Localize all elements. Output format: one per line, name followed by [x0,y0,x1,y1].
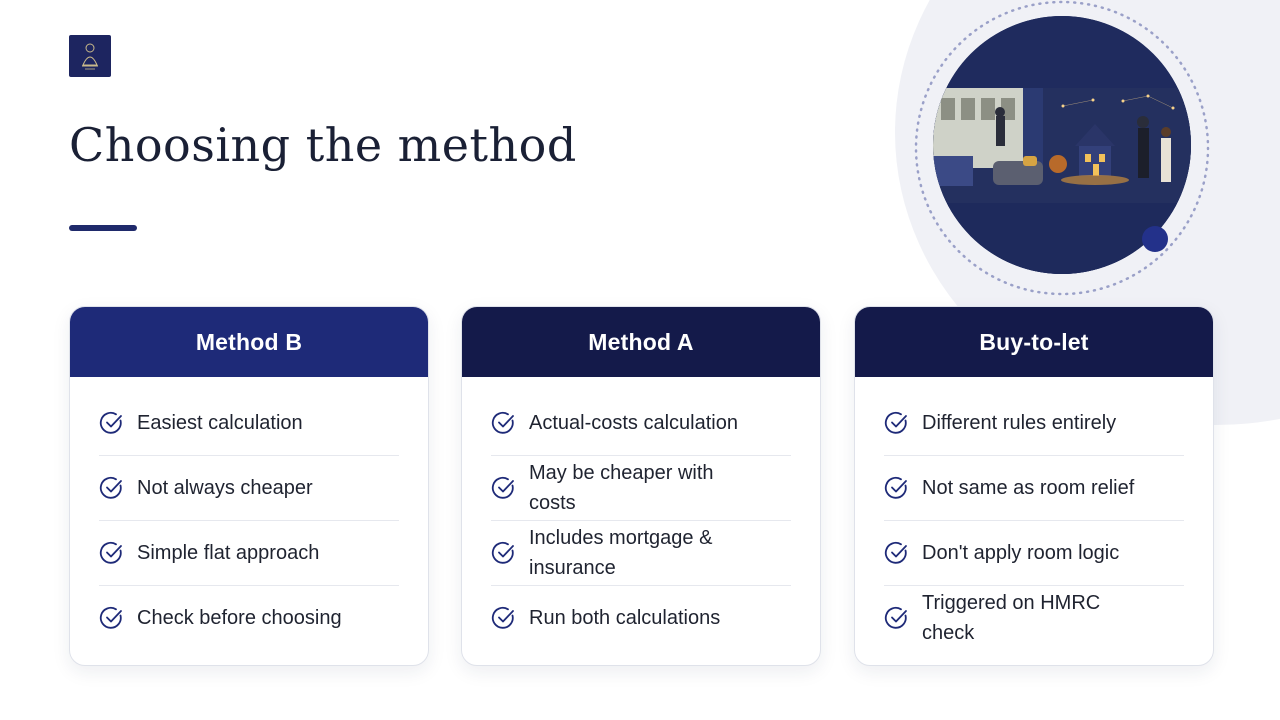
logo [69,35,111,77]
list-item [884,391,1184,456]
check-circle-icon [491,410,517,436]
item-text: Includes mortgage & insurance [529,527,713,579]
card-buy-to-let [854,306,1214,666]
list-item [884,521,1184,586]
crest-icon [69,35,111,77]
item-text: Different rules entirely [922,412,1117,434]
check-circle-icon [491,475,517,501]
list-item [99,521,399,586]
item-text: Actual-costs calculation [529,412,738,434]
item-text: Check before choosing [137,607,342,629]
item-text: Run both calculations [529,607,721,629]
card-title: Method B [70,307,428,377]
item-text: Not always cheaper [137,477,313,499]
title-underline [69,225,137,231]
list-item [491,456,791,521]
list-item [99,586,399,650]
list-item [491,391,791,456]
decorative-dot [1142,226,1168,252]
list-item [99,391,399,456]
item-text: Triggered on HMRC check [922,592,1101,644]
check-circle-icon [884,540,910,566]
list-item [99,456,399,521]
card-title: Buy-to-let [855,307,1213,377]
check-circle-icon [491,540,517,566]
card-title: Method A [462,307,820,377]
check-circle-icon [491,605,517,631]
list-item [491,521,791,586]
item-text: Easiest calculation [137,412,303,434]
item-text: Simple flat approach [137,542,320,564]
item-text: Don't apply room logic [922,542,1120,564]
card-method-b [69,306,429,666]
list-item [884,456,1184,521]
hero-illustration [910,0,1220,300]
check-circle-icon [99,605,125,631]
item-text: Not same as room relief [922,477,1135,499]
check-circle-icon [99,540,125,566]
card-method-a [461,306,821,666]
check-circle-icon [884,410,910,436]
check-circle-icon [884,605,910,631]
item-text: May be cheaper with costs [529,462,714,514]
check-circle-icon [99,410,125,436]
check-circle-icon [884,475,910,501]
page-title: Choosing the method [69,118,577,172]
list-item [491,586,791,650]
check-circle-icon [99,475,125,501]
list-item [884,586,1184,650]
